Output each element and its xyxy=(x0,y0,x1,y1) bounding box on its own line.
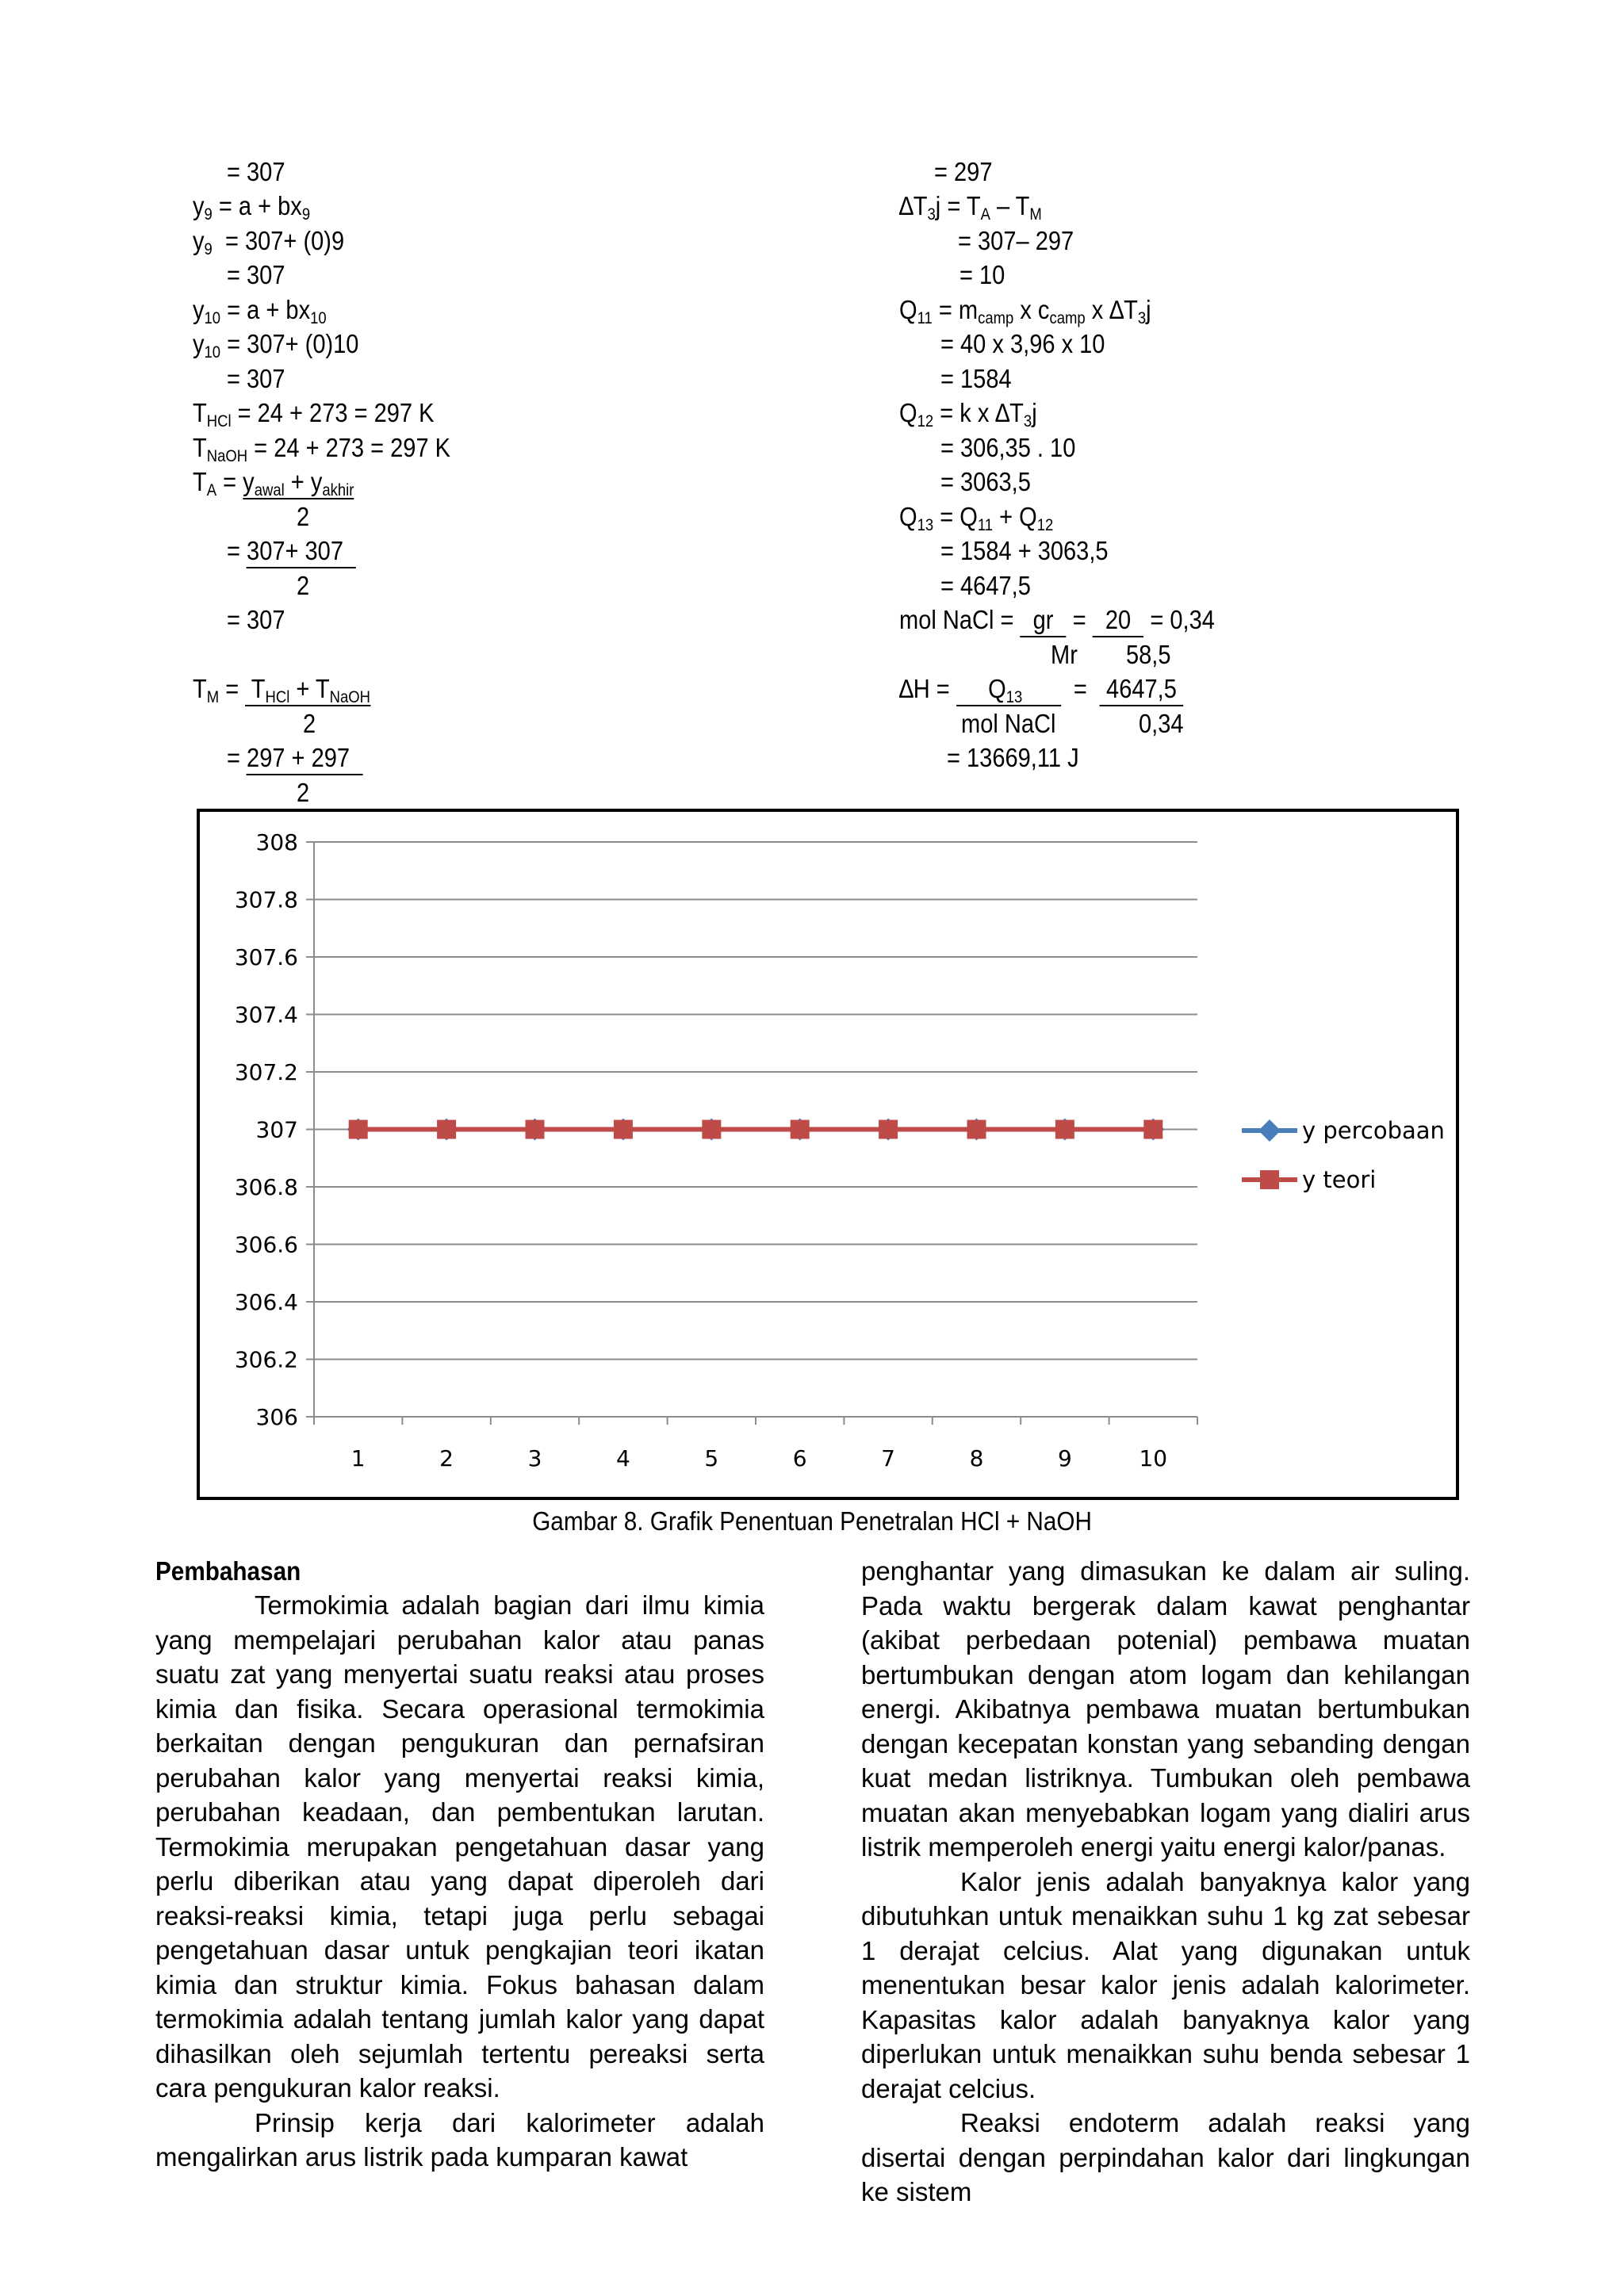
x-tick-label: 2 xyxy=(439,1445,454,1471)
eq-line: $T_M = T_{HCl} + T_{NaOH}$ xyxy=(193,674,371,706)
eq-line: mol NaCl = gr = 20 = 0,34 xyxy=(899,603,1215,637)
eq-line: 2 xyxy=(297,571,310,600)
eq-line: $Q_{11} = m_{camp}$ x $c_{camp}$ x $\Delta T_3j$ xyxy=(899,295,1151,327)
diamond-marker xyxy=(1258,1119,1281,1142)
x-tick-label: 5 xyxy=(704,1445,719,1471)
square-marker xyxy=(1055,1120,1074,1139)
x-tick-label: 9 xyxy=(1057,1445,1072,1471)
x-tick-label: 3 xyxy=(527,1445,542,1471)
eq-line: 0,34 xyxy=(1139,709,1184,738)
y-tick-label: 306.4 xyxy=(234,1289,298,1315)
eq-line: = 13669,11 J xyxy=(947,743,1079,772)
eq-line: 2 xyxy=(297,502,310,531)
paragraph: Prinsip kerja dari kalorimeter adalah mengalirkan arus listrik pada kumparan kawat xyxy=(155,2107,764,2172)
eq-line: = 307 xyxy=(227,260,285,289)
eq-line: = 297 xyxy=(934,157,993,186)
y-tick-label: 308 xyxy=(255,829,298,855)
y-tick-label: 306.6 xyxy=(234,1231,298,1258)
eq-line: $Q_{13} = Q_{11} + Q_{12}$ xyxy=(899,502,1054,534)
y-tick-label: 307.2 xyxy=(234,1059,298,1085)
eq-line: $T_{HCl} = 24 + 273 = 297$ K xyxy=(193,398,435,430)
square-marker xyxy=(614,1120,633,1139)
eq-line: $y_{10} = a + bx_{10}$ xyxy=(193,295,327,327)
eq-line: 2 xyxy=(297,778,310,807)
eq-line: $Q_{12} = k$ x $\Delta T_3j$ xyxy=(899,398,1037,430)
square-marker xyxy=(349,1120,368,1139)
line-chart xyxy=(200,812,1456,1497)
eq-line: = 307 xyxy=(227,364,285,393)
eq-line: 58,5 xyxy=(1126,640,1171,669)
legend-label: y percobaan xyxy=(1302,1117,1445,1144)
x-tick-label: 1 xyxy=(350,1445,366,1471)
eq-line: $T_{NaOH} = 24 + 273 = 297$ K xyxy=(193,433,451,465)
paragraph: Termokimia adalah bagian dari ilmu kimia yang mempelajari perubahan kalor atau panas suatu zat yang menyertai suatu reaksi atau proses kimia dan fisika. Secara operasional termokimia berkaitan dengan pengukuran dan pernafsiran perubahan kalor yang menyertai reaksi kimia, perubahan keadaan, dan pembentukan larutan. Termokimia merupakan pengetahuan dasar yang perlu diberikan atau yang dapat diperoleh dari reaksi-reaksi kimia, tetapi juga perlu sebagai pengetahuan dasar untuk pengkajian teori ikatan kimia dan struktur kimia. Fokus bahasan dalam termokimia adalah tentang jumlah kalor yang dapat dihasilkan oleh sejumlah tertentu pereaksi serta cara pengukuran kalor reaksi. xyxy=(155,1590,764,2103)
x-tick-label: 8 xyxy=(969,1445,984,1471)
eq-line: = 1584 + 3063,5 xyxy=(940,536,1109,565)
x-tick-label: 6 xyxy=(792,1445,807,1471)
paragraph: penghantar yang dimasukan ke dalam air suling. Pada waktu bergerak dalam kawat penghantar (akibat perbedaan potenial) pembawa muatan bertumbukan dengan atom logam dan kehilangan energi. Akibatnya pembawa muatan bertumbukan dengan kecepatan konstan yang sebanding dengan kuat medan listriknya. Tumbukan oleh pembawa muatan akan menyebabkan logam yang dialiri arus listrik memperoleh energi yaitu energi kalor/panas. xyxy=(861,1556,1470,1862)
x-tick-label: 7 xyxy=(881,1445,896,1471)
eq-line: = 40 x 3,96 x 10 xyxy=(940,329,1105,358)
eq-line: mol NaCl xyxy=(961,709,1056,738)
eq-line: = 307+ 307 xyxy=(227,534,356,568)
eq-line: = 297 + 297 xyxy=(227,740,362,775)
square-marker xyxy=(967,1120,986,1139)
eq-line: Mr xyxy=(1051,640,1078,669)
eq-line: $y_9 = a + bx_9$ xyxy=(193,191,311,224)
y-tick-label: 307.8 xyxy=(234,886,298,913)
eq-line: $\Delta T_3j = T_A - T_M$ xyxy=(899,191,1042,224)
eq-line: $y_{10} = 307+ (0)10$ xyxy=(193,329,359,362)
square-marker xyxy=(791,1120,810,1139)
eq-line: = 306,35 . 10 xyxy=(940,433,1076,462)
y-tick-label: 306 xyxy=(255,1404,298,1430)
square-marker xyxy=(879,1120,898,1139)
eq-line: = 10 xyxy=(959,260,1005,289)
eq-line: ∆H = $Q_{13}$ = 4647,5 xyxy=(899,674,1183,706)
y-tick-label: 306.8 xyxy=(234,1174,298,1200)
eq-line: $T_A = y_{awal} + y_{akhir}$ xyxy=(193,467,354,499)
eq-line: = 307– 297 xyxy=(958,226,1074,255)
eq-line: $y_9 = 307+ (0)9$ xyxy=(193,226,345,258)
eq-line: = 307 xyxy=(227,605,285,634)
square-marker xyxy=(437,1120,456,1139)
square-marker xyxy=(526,1120,545,1139)
y-tick-label: 307.4 xyxy=(234,1001,298,1028)
eq-line: = 3063,5 xyxy=(940,467,1031,496)
square-marker xyxy=(1260,1170,1279,1189)
square-marker xyxy=(702,1120,721,1139)
square-marker xyxy=(1143,1120,1162,1139)
paragraph: Reaksi endoterm adalah reaksi yang disertai dengan perpindahan kalor dari lingkungan ke sistem xyxy=(861,2108,1470,2206)
chart-frame xyxy=(197,809,1459,1500)
eq-line: = 4647,5 xyxy=(940,571,1031,600)
right-column-text xyxy=(861,1554,1470,2210)
x-tick-label: 4 xyxy=(615,1445,630,1471)
x-tick-label: 10 xyxy=(1139,1445,1168,1471)
y-tick-label: 307.6 xyxy=(234,944,298,970)
y-tick-label: 307 xyxy=(255,1116,298,1143)
figure-caption: Gambar 8. Grafik Penentuan Penetralan HCl + NaOH xyxy=(532,1506,1092,1536)
y-tick-label: 306.2 xyxy=(234,1346,298,1373)
eq-line: = 307 xyxy=(227,157,285,186)
section-heading: Pembahasan xyxy=(155,1556,301,1586)
legend-label: y teori xyxy=(1302,1166,1377,1193)
paragraph: Kalor jenis adalah banyaknya kalor yang dibutuhkan untuk menaikkan suhu 1 kg zat sebesar 1 derajat celcius. Alat yang digunakan untuk menentukan besar kalor jenis adalah kalorimeter. Kapasitas kalor adalah banyaknya kalor yang diperlukan untuk menaikkan suhu benda sebesar 1 derajat celcius. xyxy=(861,1866,1470,2103)
left-column-text xyxy=(155,1588,764,2175)
eq-line: = 1584 xyxy=(940,364,1012,393)
eq-line: 2 xyxy=(303,709,316,738)
